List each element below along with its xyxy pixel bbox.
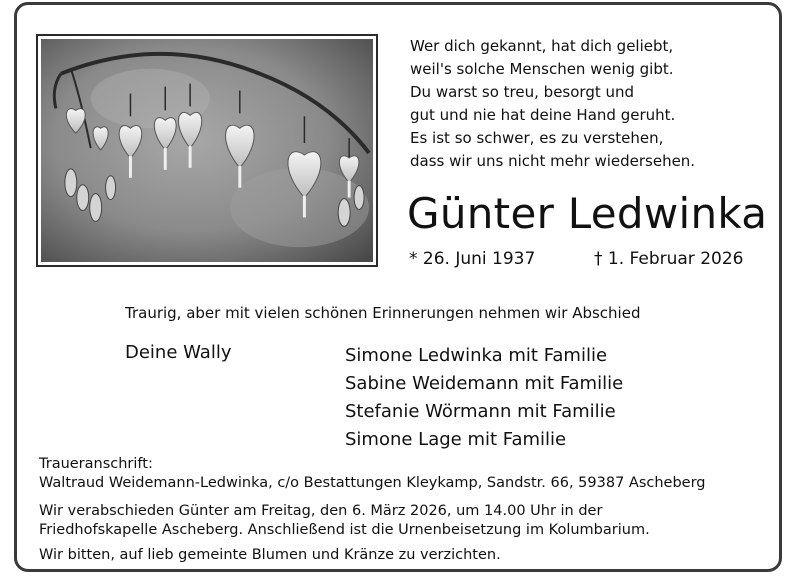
mourning-address — [39, 455, 706, 493]
birth-date: * 26. Juni 1937 — [409, 249, 536, 269]
death-date: † 1. Februar 2026 — [594, 249, 744, 269]
service-line: Wir verabschieden Günter am Freitag, den 6. März 2026, um 14.00 Uhr in der — [39, 503, 603, 519]
address-label: Traueranschrift: — [39, 456, 153, 472]
poem-line: gut und nie hat deine Hand geruht. — [410, 106, 676, 124]
service-line: Friedhofskapelle Ascheberg. Anschließend ist die Urnenbeisetzung im Kolumbarium. — [39, 522, 650, 538]
funeral-service-info — [39, 502, 650, 540]
spouse-signature: Deine Wally — [125, 342, 232, 363]
farewell-text: Traurig, aber mit vielen schönen Erinnerungen nehmen wir Abschied — [125, 304, 641, 322]
memorial-poem — [410, 35, 770, 173]
family-signatures — [345, 342, 623, 454]
poem-line: Du warst so treu, besorgt und — [410, 83, 635, 101]
family-signature: Sabine Weidemann mit Familie — [345, 373, 624, 394]
obituary-notice — [14, 2, 782, 572]
poem-line: Es ist so schwer, es zu verstehen, — [410, 129, 664, 147]
poem-line: weil's solche Menschen wenig gibt. — [410, 60, 674, 78]
poem-line: dass wir uns nicht mehr wiedersehen. — [410, 152, 696, 170]
family-signature: Stefanie Wörmann mit Familie — [345, 401, 616, 422]
bleeding-heart-flower-image — [41, 39, 373, 262]
flowers-note: Wir bitten, auf lieb gemeinte Blumen und Kränze zu verzichten. — [39, 547, 501, 563]
address-text: Waltraud Weidemann-Ledwinka, c/o Bestattungen Kleykamp, Sandstr. 66, 59387 Ascheberg — [39, 475, 706, 491]
poem-line: Wer dich gekannt, hat dich geliebt, — [410, 37, 674, 55]
memorial-photo — [36, 34, 378, 267]
deceased-name: Günter Ledwinka — [407, 189, 768, 238]
family-signature: Simone Ledwinka mit Familie — [345, 345, 608, 366]
family-signature: Simone Lage mit Familie — [345, 429, 567, 450]
